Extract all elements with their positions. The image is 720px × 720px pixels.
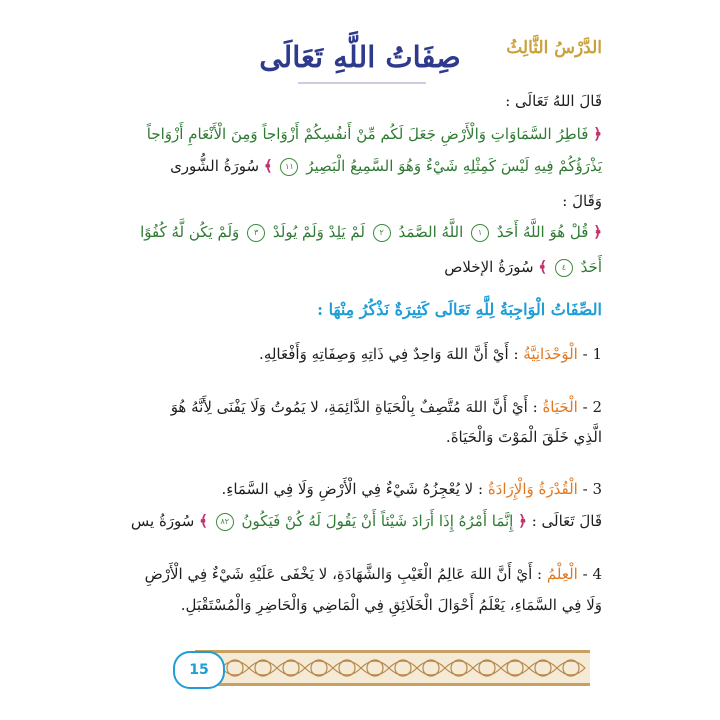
surah-name: سُورَةُ الشُّورى xyxy=(170,157,260,175)
item-text: : لا يُعْجِزُهُ شَيْءٌ فِي الْأَرْضِ وَلَا فِي السَّمَاءِ. xyxy=(221,480,484,498)
item-text: : أَيْ أَنَّ اللهَ مُتَّصِفٌ بِالْحَيَاةِ الدَّائِمَةِ، لا يَمُوتُ وَلَا يَفْنَى لِأَنَّهُ هُوَ xyxy=(170,398,538,416)
bracket-open: ﴿ xyxy=(518,512,527,530)
title-divider xyxy=(298,82,426,84)
verse-text: وَلَمْ يَكُن لَّهُ كُفُوًا xyxy=(140,223,240,241)
verse-text: قُلْ هُوَ اللَّهُ أَحَدٌ xyxy=(496,223,589,241)
qala-label: وَقَالَ : xyxy=(562,192,602,210)
item-number: 1 - xyxy=(582,345,602,363)
verse-text: أَحَدٌ xyxy=(580,258,602,276)
verse-text: فَاطِرُ السَّمَاوَاتِ وَالْأَرْضِ جَعَلَ لَكُم مِّنْ أَنفُسِكُمْ أَزْوَاجاً وَمِنَ الْأَنْعَامِ أَزْوَاجاً xyxy=(146,125,589,143)
bracket-close: ﴾ xyxy=(538,258,548,276)
item-title: الْوَحْدَانِيَّةُ xyxy=(523,345,578,363)
item-qudra-irada xyxy=(222,480,603,498)
verse-number-marker: ١ xyxy=(471,224,489,242)
qala-second-line xyxy=(562,192,602,210)
item-text: الَّذِي خَلَقَ الْمَوْتَ وَالْحَيَاةَ. xyxy=(445,428,602,446)
item-text: : أَيْ أَنَّ اللهَ عَالِمُ الْغَيْبِ وَالشَّهَادَةِ، لا يَخْفَى عَلَيْهِ شَيْءٌ فِي الْأَرْضِ xyxy=(144,565,543,583)
verse-number-marker: ٨٢ xyxy=(216,513,234,531)
ornamental-border xyxy=(195,650,590,686)
verse-text: اللَّهُ الصَّمَدُ xyxy=(398,223,464,241)
section-heading: الصِّفَاتُ الْوَاجِبَةُ لِلَّهِ تَعَالَى كَثِيرَةٌ نَذْكُرُ مِنْهَا : xyxy=(317,300,602,319)
verse-number-marker: ٢ xyxy=(373,224,391,242)
verse-text: لَمْ يَلِدْ وَلَمْ يُولَدْ xyxy=(272,223,365,241)
item-ilm xyxy=(145,565,602,583)
bracket-open: ﴿ xyxy=(593,125,602,143)
qala-label: قَالَ تَعَالَى : xyxy=(531,512,602,530)
item-title: الْحَيَاةُ xyxy=(542,398,578,416)
bracket-close: ﴾ xyxy=(199,512,208,530)
item-wahdaniyya xyxy=(259,345,602,363)
verse-number-marker: ١١ xyxy=(280,158,298,176)
item-text: : أَيْ أَنَّ اللهَ وَاحِدٌ فِي ذَاتِهِ وَصِفَاتِهِ وَأَفْعَالِهِ. xyxy=(259,345,519,363)
qala-intro-line xyxy=(505,92,602,110)
bracket-open: ﴿ xyxy=(593,223,602,241)
verse-number-marker: ٤ xyxy=(555,259,573,277)
qala-label: قَالَ اللهُ تَعَالَى : xyxy=(505,92,602,110)
surah-name: سُورَةُ الإخلاص xyxy=(444,258,534,276)
verse-number-marker: ٣ xyxy=(247,224,265,242)
verse-text: يَذْرَؤُكُمْ فِيهِ لَيْسَ كَمِثْلِهِ شَيْءٌ وَهُوَ السَّمِيعُ الْبَصِيرُ xyxy=(306,157,602,175)
item-hayat xyxy=(171,398,602,416)
page-title: صِفَاتُ اللَّهِ تَعَالَى xyxy=(259,40,461,74)
item-number: 3 - xyxy=(582,480,602,498)
lesson-label: الدَّرْسُ الثَّالِثُ xyxy=(506,38,602,58)
verse-text: إِنَّمَا أَمْرُهُ إِذَا أَرَادَ شَيْئاً أَنْ يَقُولَ لَهُ كُنْ فَيَكُونُ xyxy=(241,512,514,530)
verse-ashshura-line-2 xyxy=(170,157,602,176)
item-number: 2 - xyxy=(582,398,602,416)
item-title: الْقُدْرَةُ وَالْإِرَادَةُ xyxy=(487,480,578,498)
verse-ikhlas-line-2 xyxy=(444,258,602,277)
item-hayat-continued xyxy=(446,428,602,446)
item-ilm-continued xyxy=(181,596,602,614)
bracket-close: ﴾ xyxy=(263,157,273,175)
verse-ikhlas-line-1 xyxy=(140,223,602,242)
verse-ashshura-line-1 xyxy=(147,125,602,143)
item-number: 4 - xyxy=(582,565,602,583)
item-text: وَلَا فِي السَّمَاءِ، يَعْلَمُ أَحْوَالَ الْخَلَائِقِ فِي الْمَاضِي وَالْحَاضِرِ وَالْمُسْتَقْبَلِ. xyxy=(180,596,602,614)
surah-name: سُورَةُ يس xyxy=(130,512,195,530)
item-title: الْعِلْمُ xyxy=(546,565,578,583)
page-number-badge: 15 xyxy=(173,651,225,689)
verse-yasin-line xyxy=(131,512,602,531)
